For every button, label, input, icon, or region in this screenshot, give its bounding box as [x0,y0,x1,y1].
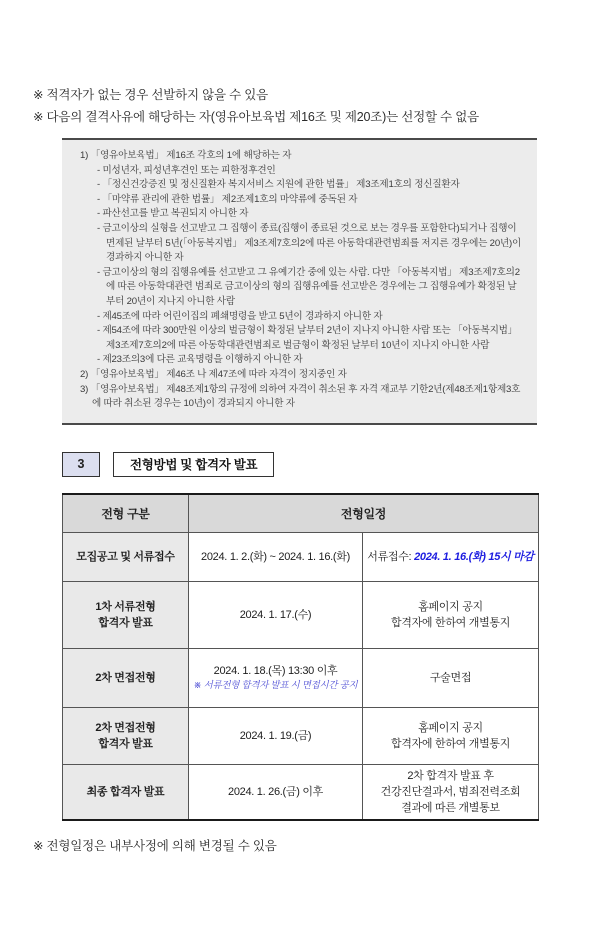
cell-detail [363,532,539,581]
cell-category: 2차 면접전형 [63,648,189,707]
table-row [63,707,539,764]
cell-result: 2차 합격자 발표 후 건강진단결과서, 범죄전력조회 결과에 따른 개별통보 [363,764,539,820]
top-notes [33,84,570,128]
dq-line: - 파산선고를 받고 복권되지 아니한 자 [97,208,249,220]
cell-category: 모집공고 및 서류접수 [63,532,189,581]
dq-line: 3) 「영유아보육법」 제48조제1항의 규정에 의하여 자격이 취소된 후 자격 재교부 기한2년(제48조제1항제3호에 따라 취소된 경우는 10년)이 경과되지 아니한 자 [80,383,521,410]
cell-category: 최종 합격자 발표 [63,764,189,820]
table-row [63,532,539,581]
section-header [62,452,600,477]
cell-date: 2024. 1. 2.(화) ~ 2024. 1. 16.(화) [189,532,363,581]
table-row [63,764,539,820]
cell-result: 홈페이지 공지 합격자에 한하여 개별통지 [363,707,539,764]
section-number-badge: 3 [62,452,100,477]
section-title: 전형방법 및 합격자 발표 [113,452,274,477]
table-row [63,581,539,648]
cell-category: 1차 서류전형 합격자 발표 [63,581,189,648]
col-header-schedule: 전형일정 [189,494,539,533]
col-header-category: 전형 구분 [63,494,189,533]
cell-date: 2024. 1. 18.(목) 13:30 이후 ※ 서류전형 합격자 발표 시 면접시간 공지 [189,648,363,707]
table-header-row [63,494,539,533]
dq-line: - 제45조에 따라 어린이집의 폐쇄명령을 받고 5년이 경과하지 아니한 자 [97,310,383,322]
schedule-table [62,493,539,821]
cell-date: 2024. 1. 19.(금) [189,707,363,764]
dq-line: 2) 「영유아보육법」 제46조 나 제47조에 따라 자격이 정지중인 자 [80,368,347,380]
dq-line: - 「정신건강증진 및 정신질환자 복지서비스 지원에 관한 법률」 제3조제1호의 정신질환자 [97,179,460,191]
schedule-change-note: ※ 전형일정은 내부사정에 의해 변경될 수 있음 [33,838,277,853]
cell-date: 2024. 1. 17.(수) [189,581,363,648]
cell-category: 2차 면접전형 합격자 발표 [63,707,189,764]
dq-line: - 금고이상의 형의 집행유예를 선고받고 그 유예기간 중에 있는 사람. 다만 「아동복지법」 제3조제7호의2에 따른 아동학대관련 범죄로 금고이상의 형의 집행유예를 선고받은 경우에는 그 집행유예가 확정된 날부터 20년이 지나지 아니한 사람 [97,266,520,307]
detail-prefix: 서류접수: [367,550,415,563]
dq-line: 1) 「영유아보육법」 제16조 각호의 1에 해당하는 자 [80,150,292,161]
note-disqualification: ※ 다음의 결격사유에 해당하는 자(영유아보육법 제16조 및 제20조)는 선정할 수 없음 [33,110,480,124]
cell-date: 2024. 1. 26.(금) 이후 [189,764,363,820]
dq-line: - 제23조의3에 다른 교육명령을 이행하지 아니한 자 [97,354,303,366]
cell-result: 홈페이지 공지 합격자에 한하여 개별통지 [363,581,539,648]
deadline-highlight: 2024. 1. 16.(화) 15시 마감 [414,550,534,563]
dq-line: - 제54조에 따라 300만원 이상의 벌금형이 확정된 날부터 2년이 지나지 아니한 사람 또는 「아동복지법」 제3조제7호의2에 따른 아동학대관련범죄로 벌금형이 확정된 날부터 10년이 지나지 아니한 사람 [97,325,518,351]
note-no-selection: ※ 적격자가 없는 경우 선발하지 않을 수 있음 [33,88,269,102]
table-row [63,648,539,707]
dq-line: - 금고이상의 실형을 선고받고 그 집행이 종료(집행이 종료된 것으로 보는 경우를 포함한다)되거나 집행이 면제된 날부터 5년(「아동복지법」 제3조제7호의2에 따른 아동학대관련범죄를 저지른 경우에는 20년)이 경과하지 아니한 자 [97,222,522,264]
interview-time-note: ※ 서류전형 합격자 발표 시 면접시간 공지 [193,679,358,691]
dq-line: - 미성년자, 피성년후견인 또는 피한정후견인 [97,164,276,176]
dq-line: - 「마약류 관리에 관한 법률」 제2조제1호의 마약류에 중독된 자 [97,193,358,205]
cell-result: 구술면접 [363,648,539,707]
disqualification-box [62,138,537,425]
